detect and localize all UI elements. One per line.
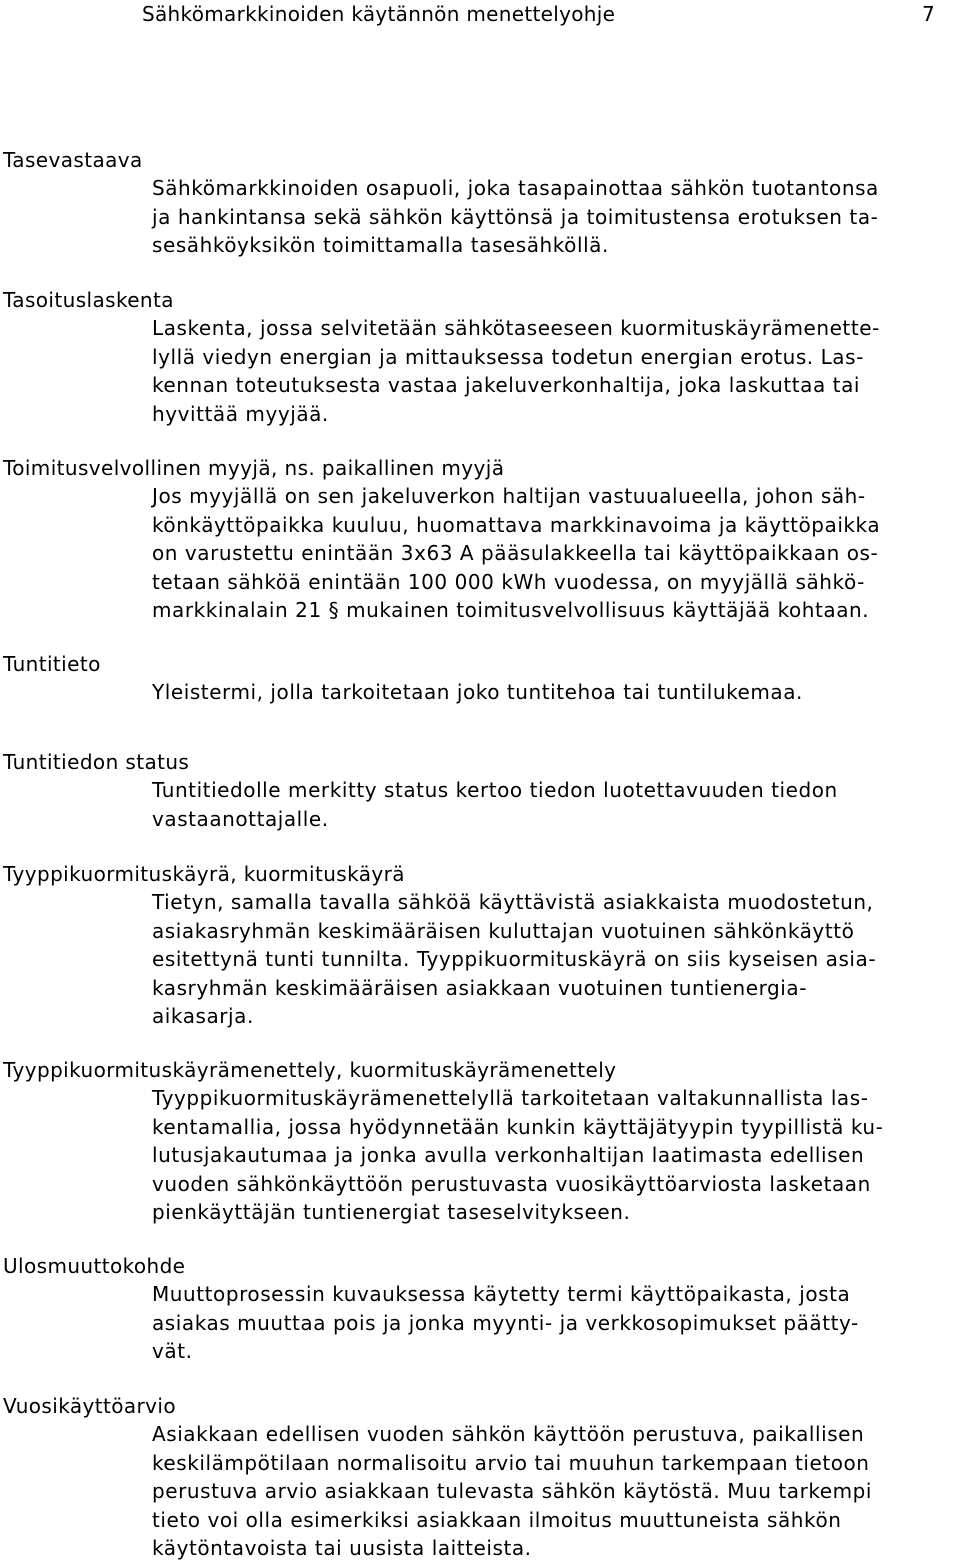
page-number: 7 [922, 2, 935, 26]
definition-line: esitettynä tunti tunnilta. Tyyppikuormituskäyrä on siis kyseisen asia- [152, 947, 877, 971]
definition-line: Asiakkaan edellisen vuoden sähkön käyttöön perustuva, paikallisen [152, 1422, 865, 1446]
term-vuosikayttoarvio: Vuosikäyttöarvio [3, 1394, 176, 1418]
definition-line: asiakas muuttaa pois ja jonka myynti- ja verkkosopimukset päätty- [152, 1310, 859, 1335]
term-tasevastaava: Tasevastaava [3, 148, 143, 172]
definition-line: ja hankintansa sekä sähkön käyttönsä ja toimitustensa erotuksen ta- [152, 204, 879, 229]
definition-line: könkäyttöpaikka kuuluu, huomattava markkinavoima ja käyttöpaikka [152, 512, 881, 537]
definition-tuntitieto [152, 678, 952, 707]
term-tuntitiedon-status: Tuntitiedon status [3, 750, 190, 774]
term-tyyppikuormituskayramenettely: Tyyppikuormituskäyrämenettely, kuormituskäyrämenettely [3, 1058, 617, 1082]
definition-ulosmuuttokohde [152, 1280, 952, 1366]
definition-line: lyllä viedyn energian ja mittauksessa todetun energian erotus. Las- [152, 344, 864, 369]
definition-tyyppikuormituskayramenettely [152, 1084, 952, 1227]
definition-line: lutusjakautumaa ja jonka avulla verkonhaltijan laatimasta edellisen [152, 1143, 865, 1167]
definition-line: kentamallia, jossa hyödynnetään kunkin käyttäjätyypin tyypillistä ku- [152, 1114, 884, 1139]
definition-line: Muuttoprosessin kuvauksessa käytetty termi käyttöpaikasta, josta [152, 1282, 851, 1306]
definition-line: sesähköyksikön toimittamalla tasesähköllä. [152, 233, 609, 257]
term-tyyppikuormituskayra: Tyyppikuormituskäyrä, kuormituskäyrä [3, 862, 405, 886]
definition-tasoituslaskenta [152, 314, 952, 428]
definition-tasevastaava [152, 174, 952, 260]
definition-line: Tietyn, samalla tavalla sähköä käyttävistä asiakkaista muodostetun, [152, 890, 874, 914]
term-tasoituslaskenta: Tasoituslaskenta [3, 288, 174, 312]
definition-toimitusvelvollinen-myyja [152, 482, 952, 625]
definition-line: Yleistermi, jolla tarkoitetaan joko tuntitehoa tai tuntilukemaa. [152, 680, 803, 704]
definition-line: Jos myyjällä on sen jakeluverkon haltijan vastuualueella, johon säh- [152, 484, 866, 508]
definition-line: on varustettu enintään 3x63 A pääsulakkeella tai käyttöpaikkaan os- [152, 541, 879, 565]
definition-tuntitiedon-status [152, 776, 952, 833]
definition-line: asiakasryhmän keskimääräisen kuluttajan vuotuinen sähkönkäyttö [152, 918, 855, 943]
term-ulosmuuttokohde: Ulosmuuttokohde [3, 1254, 186, 1278]
definition-line: vuoden sähkönkäyttöön perustuvasta vuosikäyttöarviosta lasketaan [152, 1171, 871, 1196]
definition-line: perustuva arvio asiakkaan tulevasta sähkön käytöstä. Muu tarkempi [152, 1479, 873, 1503]
definition-tyyppikuormituskayra [152, 888, 952, 1031]
definition-line: Tyyppikuormituskäyrämenettelyllä tarkoitetaan valtakunnallista las- [152, 1086, 869, 1110]
definition-line: vät. [152, 1339, 193, 1363]
definition-line: tetaan sähköä enintään 100 000 kWh vuodessa, on myyjällä sähkö- [152, 569, 865, 594]
document-title: Sähkömarkkinoiden käytännön menettelyohje [142, 2, 616, 26]
definition-line: Laskenta, jossa selvitetään sähkötaseeseen kuormituskäyrämenette- [152, 316, 880, 340]
definition-line: kennan toteutuksesta vastaa jakeluverkonhaltija, joka laskuttaa tai [152, 373, 860, 397]
definition-line: aikasarja. [152, 1004, 254, 1028]
definition-line: pienkäyttäjän tuntienergiat taseselvitykseen. [152, 1200, 631, 1224]
definition-line: keskilämpötilaan normalisoitu arvio tai muuhun tarkempaan tietoon [152, 1450, 870, 1475]
term-toimitusvelvollinen-myyja: Toimitusvelvollinen myyjä, ns. paikallinen myyjä [3, 456, 505, 480]
definition-line: käytöntavoista tai uusista laitteista. [152, 1536, 532, 1560]
definition-line: markkinalain 21 § mukainen toimitusvelvollisuus käyttäjää kohtaan. [152, 598, 870, 622]
definition-line: hyvittää myyjää. [152, 401, 329, 426]
definition-line: vastaanottajalle. [152, 806, 329, 831]
term-tuntitieto: Tuntitieto [3, 652, 101, 676]
definition-line: Tuntitiedolle merkitty status kertoo tiedon luotettavuuden tiedon [152, 778, 838, 802]
definition-line: tieto voi olla esimerkiksi asiakkaan ilmoitus muuttuneista sähkön [152, 1507, 842, 1532]
page-header [0, 0, 960, 30]
definition-line: Sähkömarkkinoiden osapuoli, joka tasapainottaa sähkön tuotantonsa [152, 176, 879, 200]
definition-line: kasryhmän keskimääräisen asiakkaan vuotuinen tuntienergia- [152, 975, 807, 1000]
definition-vuosikayttoarvio [152, 1420, 952, 1563]
